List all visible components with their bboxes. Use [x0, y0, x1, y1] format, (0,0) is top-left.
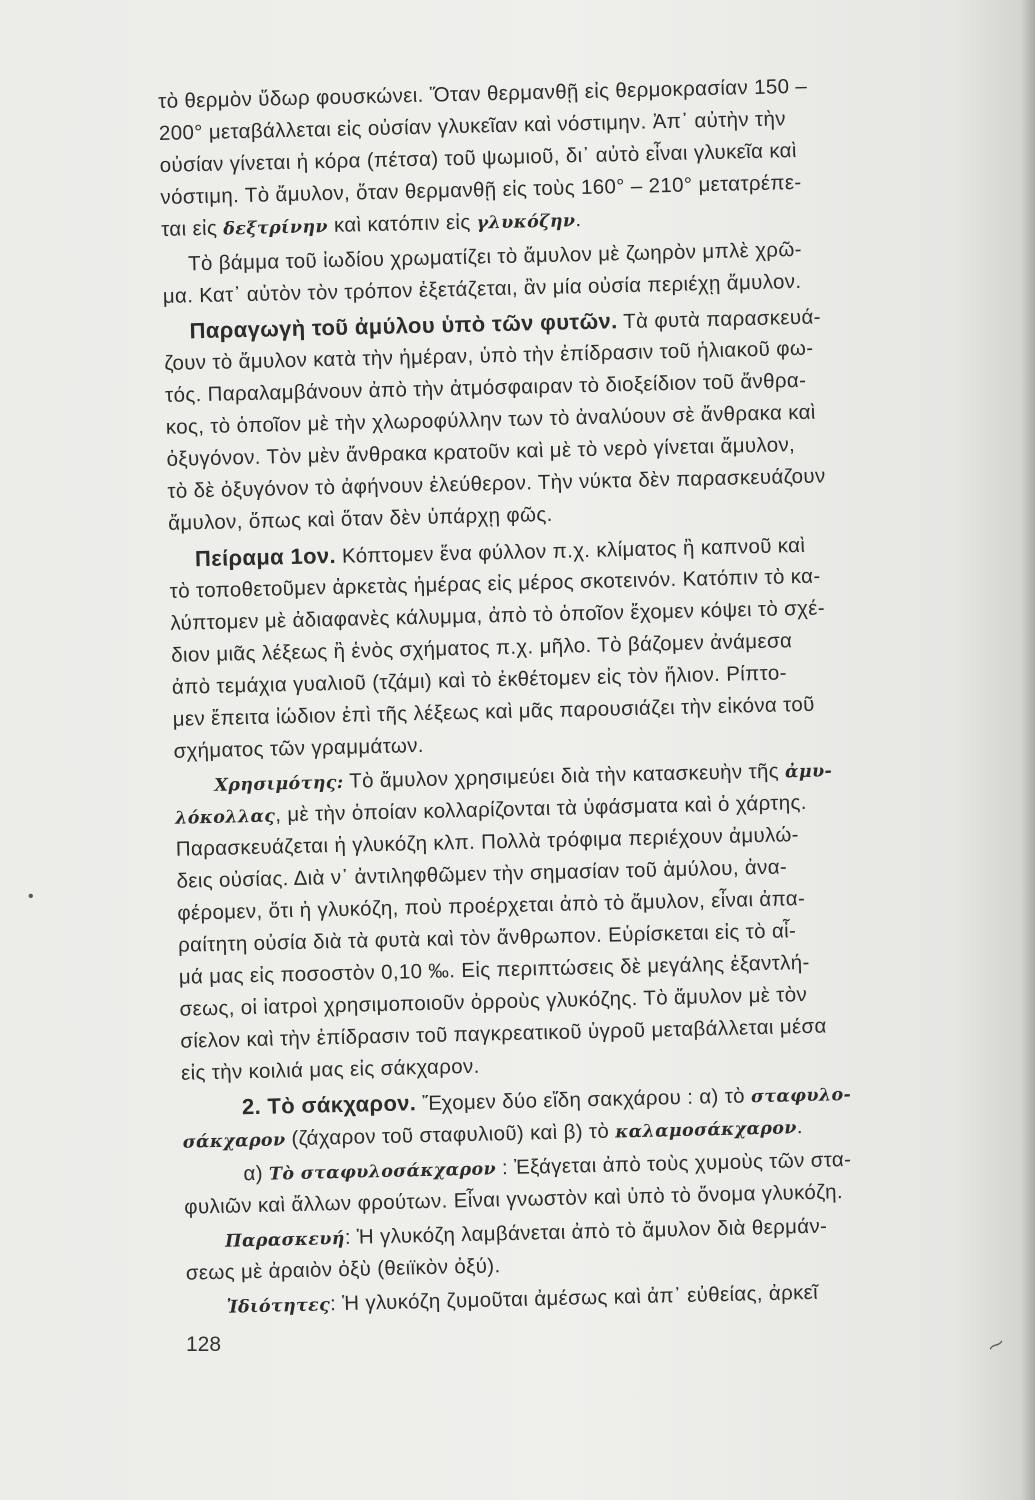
- scan-speck: ⁓: [985, 1334, 1008, 1357]
- text-span: τὸ δὲ ὀξυγόνον τὸ ἀφήνουν ἐλεύθερον. Τὴν νύκτα δὲν παρασκευάζουν: [167, 464, 826, 503]
- subheading-italic: Παρασκευή: [224, 1228, 346, 1252]
- text-span: 200° μεταβάλλεται εἰς οὐσίαν γλυκεῖαν καὶ νόστιμην. Ἀπ᾽ αὐτὴν τὴν: [158, 107, 787, 145]
- subheading-italic: Τὸ σταφυλοσάκχαρον: [268, 1159, 497, 1185]
- text-line: [160, 170, 802, 209]
- text-span: α): [243, 1161, 270, 1186]
- text-line: [177, 886, 806, 925]
- text-span: Τὸ βάμμα τοῦ ἰωδίου χρωματίζει τὸ ἄμυλον μὲ ζωηρὸν μπλὲ χρῶ-: [187, 237, 803, 276]
- text-line: [184, 1182, 843, 1218]
- term-glucose: γλυκόζην: [476, 211, 576, 234]
- text-line: [243, 1147, 852, 1186]
- text-line: [172, 692, 815, 731]
- text-line: [174, 790, 808, 829]
- text-line: [166, 435, 795, 470]
- text-line: [161, 210, 582, 240]
- text-line: [224, 1214, 828, 1252]
- text-span: κος, τὸ ὁποῖον μὲ τὴν χλωροφύλλην των τὸ ἀναλύουν σὲ ἄνθρακα καὶ: [165, 400, 816, 439]
- text-span: μά μας εἰς ποσοστὸν 0,10 ‰. Εἰς περιπτώσεις δὲ μεγάλης ἐξαντλή-: [178, 950, 810, 989]
- text-span: : Ἐξάγεται ἀπὸ τοὺς χυμοὺς τῶν στα-: [495, 1147, 852, 1180]
- text-span: νόστιμη. Τὸ ἄμυλον, ὅταν θερμανθῇ εἰς τοὺς 160° – 210° μετατρέπε-: [160, 170, 802, 209]
- text-span: ἀπὸ τεμάχια γυαλιοῦ (τζάμι) καὶ τὸ ἐκθέτομεν εἰς τὸν ἥλιον. Ρίπτο-: [171, 661, 788, 699]
- text-line: [159, 109, 786, 144]
- term-cane-sugar: καλαμοσάκχαρον: [614, 1118, 798, 1143]
- term-dextrin: δεξτρίνην: [223, 217, 329, 240]
- text-line: [178, 921, 797, 956]
- text-span: σίελον καὶ τὴν ἐπίδρασιν τοῦ παγκρεατικοῦ ὑγροῦ μεταβάλλεται μέσα: [180, 1014, 827, 1053]
- text-span: τὸ θερμὸν ὕδωρ φουσκώνει. Ὅταν θερμανθῇ εἰς θερμοκρασίαν 150 –: [157, 74, 808, 113]
- text-span: σεως μὲ ἀραιὸν ὀξὺ (θειϊκὸν ὀξύ).: [185, 1254, 501, 1285]
- text-span: λύπτομεν μὲ ἀδιαφανὲς κάλυμμα, ἀπὸ τὸ ὁποῖον ἔχομεν κόψει τὸ σχέ-: [170, 596, 826, 635]
- text-span: ραίτητη οὐσία διὰ τὰ φυτὰ καὶ τὸν ἄνθρωπον. Εὑρίσκεται εἰς τὸ αἷ-: [177, 919, 797, 957]
- text-line: [173, 733, 425, 763]
- text-span: τός. Παραλαμβάνουν ἀπὸ τὴν ἀτμόσφαιραν τὸ διοξείδιον τοῦ ἄνθρα-: [164, 368, 807, 407]
- term-grape-sugar: σάκχαρον: [182, 1130, 286, 1153]
- text-span: Τὸ ἄμυλον χρησιμεύει διὰ τὴν κατασκευὴν τῆς: [343, 759, 786, 793]
- text-line: [195, 534, 806, 571]
- text-span: ὀξυγόνον. Τὸν μὲν ἄνθρακα κρατοῦν καὶ μὲ τὸ νερὸ γίνεται ἄμυλον,: [166, 433, 796, 471]
- text-span: τὸ τοποθετοῦμεν ἀρκετὰς ἡμέρας εἰς μέρος σκοτεινόν. Κατόπιν τὸ κα-: [169, 564, 821, 603]
- text-span: διον μιᾶς λέξεως ἢ ἑνὸς σχήματος π.χ. μῆλο. Τὸ βάζομεν ἀνάμεσα: [171, 629, 793, 667]
- body-text: [157, 72, 1013, 1318]
- section-heading: Πείραμα 1ον.: [194, 542, 337, 572]
- text-span: Παρασκευάζεται ἡ γλυκόζη κλπ. Πολλὰ τρόφιμα περιέχουν ἀμυλώ-: [175, 823, 800, 861]
- text-line: [157, 74, 808, 113]
- text-span: καὶ κατόπιν εἰς: [327, 210, 477, 238]
- term-grape-sugar: σταφυλο-: [750, 1084, 852, 1108]
- text-line: [176, 857, 787, 892]
- text-line: [165, 400, 816, 439]
- text-line: [159, 138, 798, 177]
- term-amylokolla: λόκολλας: [174, 806, 276, 829]
- text-span: ζουν τὸ ἄμυλον κατὰ τὴν ἡμέραν, ὑπὸ τὴν ἐπίδρασιν τοῦ ἡλιακοῦ φω-: [164, 336, 814, 375]
- text-line: [178, 950, 810, 989]
- text-line: [169, 564, 821, 603]
- term-amylokolla: ἀμυ-: [784, 761, 833, 783]
- text-span: φέρομεν, ὅτι ἡ γλυκόζη, ποὺ προέρχεται ἀπὸ τὸ ἄμυλον, εἶναι ἀπα-: [177, 886, 806, 925]
- subheading-italic: Ἰδιότητες: [226, 1295, 331, 1318]
- section-heading: 2. Τὸ σάκχαρον.: [241, 1090, 417, 1120]
- text-span: .: [796, 1115, 804, 1139]
- text-span: οὐσίαν γίνεται ἡ κόρα (πέτσα) τοῦ ψωμιοῦ, δι᾽ αὐτὸ εἶναι γλυκεῖα καὶ: [159, 138, 798, 177]
- text-span: δεις οὐσίας. Διὰ ν᾽ ἀντιληφθῶμεν τὴν σημασίαν τοῦ ἀμύλου, ἀνα-: [176, 855, 788, 893]
- text-line: [164, 368, 807, 407]
- text-span: σχήματος τῶν γραμμάτων.: [173, 733, 425, 763]
- text-span: ἄμυλον, ὅπως καὶ ὅταν δὲν ὑπάρχῃ φῶς.: [167, 502, 553, 535]
- text-line: [162, 269, 802, 308]
- text-span: : Ἡ γλυκόζη λαμβάνεται ἀπὸ τὸ ἄμυλον διὰ θερμάν-: [344, 1214, 828, 1249]
- text-span: .: [575, 208, 582, 232]
- text-line: [171, 631, 792, 666]
- text-line: [180, 1014, 827, 1053]
- text-line: [214, 760, 832, 795]
- text-span: Ἔχομεν δύο εἴδη σακχάρου : α) τὸ: [415, 1084, 752, 1116]
- text-line: [186, 1256, 501, 1284]
- text-line: [167, 502, 553, 535]
- text-span: Τὰ φυτὰ παρασκευά-: [617, 305, 822, 334]
- text-span: φυλιῶν καὶ ἄλλων φρούτων. Εἶναι γνωστὸν καὶ ὑπὸ τὸ ὄνομα γλυκόζη.: [184, 1180, 844, 1219]
- text-span: εἰς τὴν κοιλιά μας εἰς σάκχαρον.: [180, 1054, 480, 1085]
- text-line: [164, 336, 814, 375]
- text-span: μεν ἔπειτα ἰώδιον ἐπὶ τῆς λέξεως καὶ μᾶς παρουσιάζει τὴν εἰκόνα τοῦ: [172, 692, 815, 731]
- text-line: [242, 1082, 852, 1119]
- text-line: [183, 1117, 804, 1152]
- text-span: (ζάχαρον τοῦ σταφυλιοῦ) καὶ β) τὸ: [285, 1119, 616, 1151]
- page-edge-shadow: [1021, 0, 1035, 1500]
- text-line: [179, 982, 808, 1021]
- text-line: [176, 825, 799, 860]
- scan-speck: •: [28, 888, 34, 905]
- text-line: [167, 466, 826, 502]
- text-line: [187, 237, 803, 276]
- text-span: μα. Κατ᾽ αὐτὸν τὸν τρόπον ἐξετάζεται, ἂν μία οὐσία περιέχῃ ἄμυλον.: [162, 269, 802, 308]
- text-span: σεως, οἱ ἰατροὶ χρησιμοποιοῦν ὀρροὺς γλυκόζης. Τὸ ἄμυλον μὲ τὸν: [179, 982, 808, 1021]
- text-line: [226, 1280, 819, 1318]
- text-line: [180, 1054, 480, 1085]
- text-span: , μὲ τὴν ὁποίαν κολλαρίζονται τὰ ὑφάσματα καὶ ὁ χάρτης.: [274, 790, 808, 827]
- text-span: ται εἰς: [160, 216, 224, 241]
- text-span: : Ἡ γλυκόζη ζυμοῦται ἀμέσως καὶ ἀπ᾽ εὐθείας, ἀρκεῖ: [329, 1280, 819, 1316]
- text-span: Κόπτομεν ἕνα φύλλον π.χ. κλίματος ἢ καπνοῦ καὶ: [335, 533, 806, 568]
- text-line: [189, 305, 821, 342]
- text-line: [172, 663, 787, 698]
- section-heading: Παραγωγὴ τοῦ ἀμύλου ὑπὸ τῶν φυτῶν.: [189, 308, 618, 344]
- subheading-italic: Χρησιμότης:: [214, 772, 344, 796]
- text-line: [170, 598, 825, 634]
- page-number: 128: [186, 1333, 222, 1356]
